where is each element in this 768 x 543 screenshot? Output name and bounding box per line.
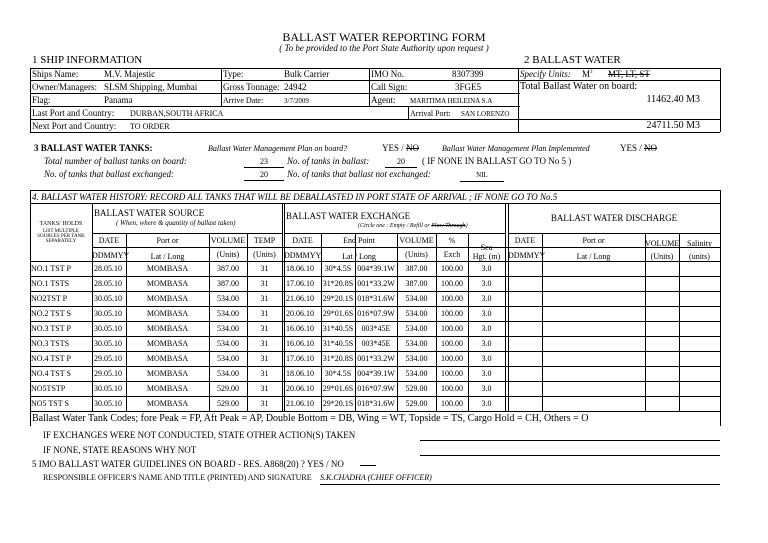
source-volume: 534.00	[217, 369, 239, 378]
total-tanks-value: 23	[260, 157, 268, 166]
imo-guidelines-question: 5 IMO BALLAST WATER GUIDELINES ON BOARD - RES. A868(20) ? YES / NO	[32, 459, 344, 469]
exchange-sea-hgt: 3.0	[481, 264, 492, 273]
exchange-pct: 100.00	[441, 324, 463, 333]
type-label: Type:	[223, 69, 244, 79]
exchange-date: 18.06.10	[286, 264, 314, 273]
tanks-not-exchanged-label: No. of tanks that ballast not exchanged:	[287, 169, 431, 179]
exchange-pct: 100.00	[441, 309, 463, 318]
source-port: MOMBASA	[146, 354, 189, 363]
tank-codes-note: Ballast Water Tank Codes; fore Peak = FP, Aft Peak = AP, Double Bottom = DB, Wing = WT, Topside = TS, Cargo Hold = CH, Others = O	[32, 413, 589, 424]
tanks-not-exchanged-value: NIL	[476, 171, 488, 179]
exchange-date: 20.06.10	[286, 309, 314, 318]
discharge-title: BALLAST WATER DISCHARGE	[550, 213, 678, 223]
exchange-pct: 100.00	[441, 354, 463, 363]
exchange-pct-header: %	[448, 236, 456, 245]
source-title: BALLAST WATER SOURCE	[94, 208, 205, 218]
source-temp: 31	[260, 324, 269, 333]
tank-name: NO.4 TST P	[31, 354, 71, 363]
exchange-subtitle: (Circle one : Empty / Refill or Flow Through)	[358, 223, 468, 229]
tank-name: NO.4 TST S	[31, 369, 71, 378]
source-volume: 534.00	[217, 324, 239, 333]
exchange-volume: 534.00	[405, 309, 428, 318]
sea-hgt-header-2: Hgt. (m)	[472, 252, 501, 261]
source-temp: 31	[260, 264, 269, 273]
ship-name-label: Ships Name:	[32, 69, 79, 79]
source-date: 28.05.10	[94, 279, 122, 288]
exchange-sea-hgt: 3.0	[481, 399, 492, 408]
call-sign-label: Call Sign:	[371, 82, 408, 92]
tanks-heading: 3 BALLAST WATER TANKS:	[34, 143, 153, 153]
exchange-lat: 30*4.5S	[324, 264, 352, 273]
tanks-exchanged-label: No. of tanks that ballast exchanged:	[44, 169, 174, 179]
source-volume: 387.00	[217, 264, 239, 273]
exchange-date: 20.06.10	[286, 384, 314, 393]
exchange-sea-hgt: 3.0	[481, 369, 492, 378]
exchange-volume: 534.00	[405, 354, 428, 363]
source-temp: 31	[260, 369, 269, 378]
source-volume: 534.00	[217, 309, 239, 318]
exchange-lat: 30*4.5S	[324, 369, 352, 378]
source-port: MOMBASA	[146, 264, 189, 273]
arrival-date-value: 3/7/2009	[284, 97, 309, 105]
last-port-value: DURBAN,SOUTH AFRICA	[130, 109, 224, 118]
tank-name: NO.1 TST P	[31, 264, 71, 273]
discharge-salinity-header: Salinity	[687, 239, 712, 248]
exchange-volume-header: VOLUME	[399, 236, 434, 245]
gross-tonnage-label: Gross Tonnage:	[223, 82, 280, 92]
source-temp: 31	[260, 354, 269, 363]
source-units: (Units)	[216, 250, 240, 259]
bwm-plan-question: Ballast Water Management Plan on board?	[208, 144, 348, 153]
exchange-lat: 31*40.5S	[322, 324, 354, 333]
exchange-volume: 534.00	[405, 369, 428, 378]
exchange-long: 003*45E	[361, 324, 391, 333]
source-port: MOMBASA	[146, 384, 189, 393]
exchange-long: 018*31.6W	[357, 399, 395, 408]
exchange-long: 001*33.2W	[357, 354, 395, 363]
source-port: MOMBASA	[146, 309, 189, 318]
discharge-volume-header: VOLUME	[645, 239, 680, 248]
units-label: Specify Units:	[520, 69, 571, 79]
exchange-volume: 534.00	[405, 294, 428, 303]
arrival-date-label: Arrive Date:	[223, 96, 264, 105]
arrival-port-value: SAN LORENZO	[461, 110, 510, 118]
tank-name: NO.3 TST P	[31, 324, 71, 333]
exchange-lat: 29*01.6S	[322, 309, 354, 318]
other-actions-label: IF EXCHANGES WERE NOT CONDUCTED, STATE OTHER ACTION(S) TAKEN	[43, 430, 356, 440]
exchange-long: 003*45E	[361, 339, 391, 348]
source-volume-header: VOLUME	[210, 236, 246, 245]
total-tanks-label: Total number of ballast tanks on board:	[44, 156, 187, 166]
section-ship-info: 1 SHIP INFORMATION	[32, 54, 143, 66]
source-volume: 387.00	[217, 279, 239, 288]
discharge-port-header: Port or	[582, 236, 605, 245]
history-heading: 4. BALLAST WATER HISTORY: RECORD ALL TANKS THAT WILL BE DEBALLASTED IN PORT STATE OF ARRIVAL ; IF NONE GO TO No.5	[32, 192, 558, 202]
exchange-date: 16.06.10	[286, 339, 314, 348]
bwm-implemented-question: Ballast Water Management Plan Implemented	[442, 144, 590, 153]
imo-value: 8307399	[452, 69, 484, 79]
exchange-long: 004*39.1W	[357, 369, 395, 378]
exchange-volume: 529.00	[405, 399, 428, 408]
source-port: MOMBASA	[146, 279, 189, 288]
exchange-pct: 100.00	[441, 264, 463, 273]
exchange-long: 001*33.2W	[357, 279, 395, 288]
source-port: MOMBASA	[146, 294, 189, 303]
sea-hgt-header-1: Sea	[480, 243, 493, 252]
exchange-volume: 534.00	[405, 339, 428, 348]
tanks-holds-note-3: SEPARATELY	[45, 239, 77, 244]
discharge-ddmmyy: DDMMYY	[508, 251, 546, 260]
last-port-label: Last Port and Country:	[32, 108, 115, 118]
tanks-holds-header: TANKS/ HOLDS	[39, 221, 83, 227]
responsible-officer-label: RESPONSIBLE OFFICER'S NAME AND TITLE (PRINTED) AND SIGNATURE	[43, 473, 312, 482]
bwm-implemented-answer: YES / NO	[620, 143, 658, 153]
exchange-sea-hgt: 3.0	[481, 384, 492, 393]
agent-label: Agent:	[371, 95, 396, 105]
exchange-lat: 31*20.8S	[322, 279, 354, 288]
exchange-exch: Exch	[443, 250, 461, 259]
form-subtitle: ( To be provided to the Port State Authority upon request )	[279, 43, 489, 53]
exchange-long: 016*07.9W	[357, 384, 395, 393]
source-subtitle: ( When, where & quantity of ballast taken)	[116, 219, 236, 227]
exchange-date: 21.06.10	[286, 294, 314, 303]
exchange-title: BALLAST WATER EXCHANGE	[286, 211, 411, 221]
tanks-exchanged-value: 20	[260, 170, 268, 179]
tanks-holds-note-1: LIST MULTIPLE	[43, 229, 79, 234]
exchange-ddmmyy: DDMMYY	[284, 251, 322, 260]
exchange-end-point-header: End Point	[343, 236, 375, 245]
agent-value: MARITIMA HEILEINA S.A	[410, 97, 493, 105]
exchange-date: 17.06.10	[286, 279, 314, 288]
call-sign-value: 3FGE5	[455, 82, 482, 92]
tank-name: NO.2 TST S	[31, 309, 71, 318]
gross-tonnage-value: 24942	[284, 82, 307, 92]
source-temp-header: TEMP	[253, 236, 276, 245]
exchange-lat: 29*20.1S	[322, 399, 354, 408]
tank-name: NO.3 TSTS	[31, 339, 70, 348]
source-temp: 31	[260, 294, 269, 303]
exchange-date: 17.06.10	[286, 354, 314, 363]
exchange-sea-hgt: 3.0	[481, 279, 492, 288]
source-date: 29.05.10	[94, 369, 122, 378]
exchange-date: 18.06.10	[286, 369, 314, 378]
source-date: 30.05.10	[94, 294, 122, 303]
next-port-label: Next Port and Country:	[32, 121, 117, 131]
source-volume: 529.00	[217, 384, 239, 393]
tank-name: NO2TST P	[31, 294, 68, 303]
next-port-value: TO ORDER	[130, 122, 170, 131]
flag-value: Panama	[104, 95, 133, 105]
source-volume: 529.00	[217, 399, 239, 408]
form-title: BALLAST WATER REPORTING FORM	[282, 30, 486, 44]
exchange-date-header: DATE	[292, 236, 313, 245]
owner-value: SLSM Shipping, Mumbai	[104, 82, 198, 92]
exchange-sea-hgt: 3.0	[481, 354, 492, 363]
source-port-header: Port or	[156, 236, 179, 245]
section-ballast-water: 2 BALLAST WATER	[524, 54, 621, 66]
arrival-port-label: Arrival Port:	[410, 109, 451, 118]
tanks-in-ballast-label: No. of tanks in ballast:	[287, 156, 370, 166]
source-port: MOMBASA	[146, 339, 189, 348]
source-port: MOMBASA	[146, 399, 189, 408]
source-volume: 534.00	[217, 339, 239, 348]
exchange-pct: 100.00	[441, 399, 463, 408]
source-temp: 31	[260, 339, 269, 348]
tank-name: NO5 TST S	[31, 399, 69, 408]
units-m: $M^3$	[582, 69, 593, 79]
source-temp: 31	[260, 399, 269, 408]
tank-name: NO.1 TSTS	[31, 279, 70, 288]
discharge-units: (Units)	[650, 252, 674, 261]
exchange-lat: 29*20.1S	[322, 294, 354, 303]
source-ddmmyy: DDMMYY	[92, 251, 130, 260]
exchange-lat: 31*20.8S	[322, 354, 354, 363]
exchange-pct: 100.00	[441, 369, 463, 378]
source-port: MOMBASA	[146, 369, 189, 378]
exchange-long: 016*07.9W	[357, 309, 395, 318]
exchange-volume: 534.00	[405, 324, 428, 333]
source-temp: 31	[260, 384, 269, 393]
exchange-long: 004*39.1W	[357, 264, 395, 273]
exchange-pct: 100.00	[441, 339, 463, 348]
tanks-in-ballast-value: 20	[397, 157, 405, 166]
source-port: MOMBASA	[146, 324, 189, 333]
flag-label: Flag:	[32, 95, 51, 105]
exchange-sea-hgt: 3.0	[481, 324, 492, 333]
source-date-header: DATE	[98, 236, 120, 245]
exchange-volume: 387.00	[405, 279, 428, 288]
source-latlong: Lat / Long	[150, 252, 185, 261]
exchange-sea-hgt: 3.0	[481, 294, 492, 303]
exchange-long: 018*31.6W	[357, 294, 395, 303]
total-ballast-label: Total Ballast Water on board:	[520, 81, 638, 92]
source-volume: 534.00	[217, 354, 239, 363]
exchange-date: 16.06.10	[286, 324, 314, 333]
temp-units: (Units)	[253, 250, 276, 259]
source-temp: 31	[260, 309, 269, 318]
exchange-lat: 31*40.5S	[322, 339, 354, 348]
discharge-latlong: Lat / Long	[576, 252, 611, 261]
source-date: 30.05.10	[94, 384, 122, 393]
source-date: 30.05.10	[94, 339, 122, 348]
tank-name: NO5TSTP	[31, 384, 66, 393]
exchange-pct: 100.00	[441, 279, 463, 288]
source-volume: 534.00	[217, 294, 239, 303]
source-date: 30.05.10	[94, 309, 122, 318]
bwm-plan-answer: YES / NO	[382, 143, 420, 153]
discharge-date-header: DATE	[514, 236, 536, 245]
exchange-sea-hgt: 3.0	[481, 339, 492, 348]
owner-label: Owner/Managers:	[32, 82, 97, 92]
source-temp: 31	[260, 279, 269, 288]
salinity-units: (units)	[689, 252, 710, 261]
responsible-officer-value: S.K.CHADHA (CHIEF OFFICER)	[320, 473, 432, 482]
source-date: 28.05.10	[94, 264, 122, 273]
source-date: 30.05.10	[94, 399, 122, 408]
type-value: Bulk Carrier	[284, 69, 330, 79]
exchange-volume: 387.00	[405, 264, 428, 273]
exchange-volume: 529.00	[405, 384, 428, 393]
imo-label: IMO No.	[371, 69, 404, 79]
exchange-latlong: Lat / Long	[342, 252, 376, 261]
units-strike: MT, LT, ST	[608, 69, 650, 79]
total-ballast-value: 11462.40 M3	[646, 94, 700, 105]
tanks-holds-note-2: SOURCES PER TANK	[37, 234, 85, 239]
exchange-date: 21.06.10	[286, 399, 314, 408]
none-in-ballast-note: ( IF NONE IN BALLAST GO TO No 5 )	[422, 156, 572, 166]
exchange-sea-hgt: 3.0	[481, 309, 492, 318]
source-date: 29.05.10	[94, 354, 122, 363]
ship-name-value: M.V. Majestic	[104, 69, 156, 79]
exchange-lat: 29*01.6S	[322, 384, 354, 393]
ballast-capacity-value: 24711.50 M3	[646, 120, 700, 131]
reasons-label: IF NONE, STATE REASONS WHY NOT	[43, 445, 197, 455]
exchange-units: (Units)	[405, 250, 428, 259]
exchange-pct: 100.00	[441, 384, 463, 393]
exchange-pct: 100.00	[441, 294, 463, 303]
source-date: 30.05.10	[94, 324, 122, 333]
